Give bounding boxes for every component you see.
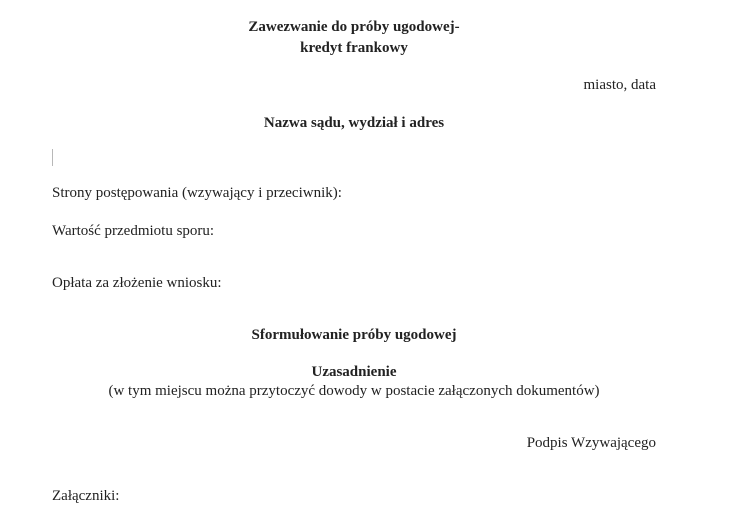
court-name-heading: Nazwa sądu, wydział i adres xyxy=(263,115,445,131)
text-cursor[interactable] xyxy=(52,149,53,166)
signature-label: Podpis Wzywającego xyxy=(526,435,656,451)
settlement-heading: Sformułowanie próby ugodowej xyxy=(251,327,457,343)
dispute-value-field[interactable]: Wartość przedmiotu sporu: xyxy=(52,223,215,239)
document-title-line-1: Zawezwanie do próby ugodowej- xyxy=(248,19,460,35)
justification-note: (w tym miejscu można przytoczyć dowody w postacie załączonych dokumentów) xyxy=(108,383,600,399)
justification-heading: Uzasadnienie xyxy=(311,364,397,380)
attachments-field[interactable]: Załączniki: xyxy=(52,488,120,504)
fee-field[interactable]: Opłata za złożenie wniosku: xyxy=(52,275,222,291)
document-title-line-2: kredyt frankowy xyxy=(300,40,408,56)
parties-field[interactable]: Strony postępowania (wzywający i przeciwnik): xyxy=(52,185,342,201)
place-date: miasto, data xyxy=(583,77,656,93)
